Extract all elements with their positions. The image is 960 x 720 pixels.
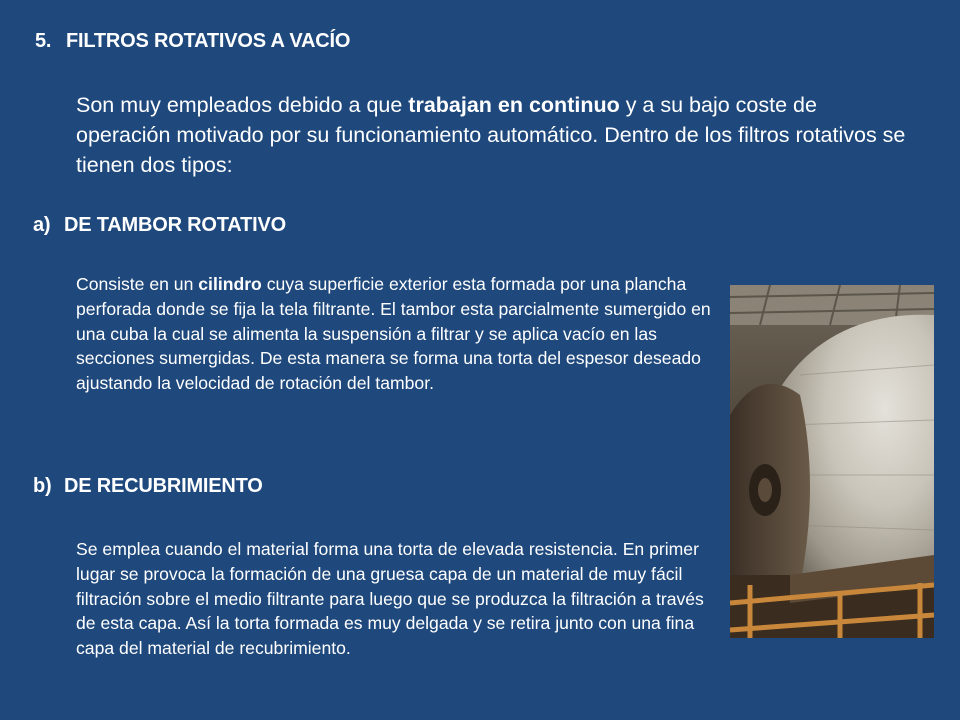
section-title: FILTROS ROTATIVOS A VACÍO [66, 30, 351, 52]
subsection-marker-b: b) [33, 475, 52, 497]
subsection-text-b: Se emplea cuando el material forma una torta de elevada resistencia. En primer lugar se provoca la formación de una gruesa capa de un material de muy fácil filtración sobre el medio filtrante para luego que se produzca la filtración a través de esta capa. Así la torta formada es muy delgada y se retira junto con una fina capa del material de recubrimiento. [76, 539, 704, 659]
section-intro [76, 90, 916, 180]
intro-bold-text: trabajan en continuo [408, 93, 620, 117]
rotary-drum-filter-photo [730, 285, 934, 638]
subsection-heading-a [33, 214, 286, 237]
subsection-heading-b [33, 475, 263, 498]
subsection-a-text-end: cuya superficie exterior esta formada por una plancha perforada donde se fija la tela filtrante. El tambor esta parcialmente sumergido en una cuba la cual se alimenta la suspensión a filtrar y se aplica vacío en las secciones sumergidas. De esta manera se forma una torta del espesor deseado ajustando la velocidad de rotación del tambor. [76, 274, 711, 394]
subsection-title-b: DE RECUBRIMIENTO [64, 475, 263, 497]
intro-text-start: Son muy empleados debido a que [76, 93, 409, 117]
subsection-a-bold-text: cilindro [198, 274, 262, 294]
section-number: 5. [35, 30, 52, 52]
intro-text-end: y a su bajo coste de operación motivado por su funcionamiento automático. Dentro de los filtros rotativos se tienen dos tipos: [76, 93, 906, 177]
subsection-a-text-start: Consiste en un [76, 274, 199, 294]
subsection-text-a [76, 272, 716, 396]
subsection-title-a: DE TAMBOR ROTATIVO [64, 214, 286, 236]
subsection-marker-a: a) [33, 214, 51, 236]
section-heading [35, 30, 350, 53]
